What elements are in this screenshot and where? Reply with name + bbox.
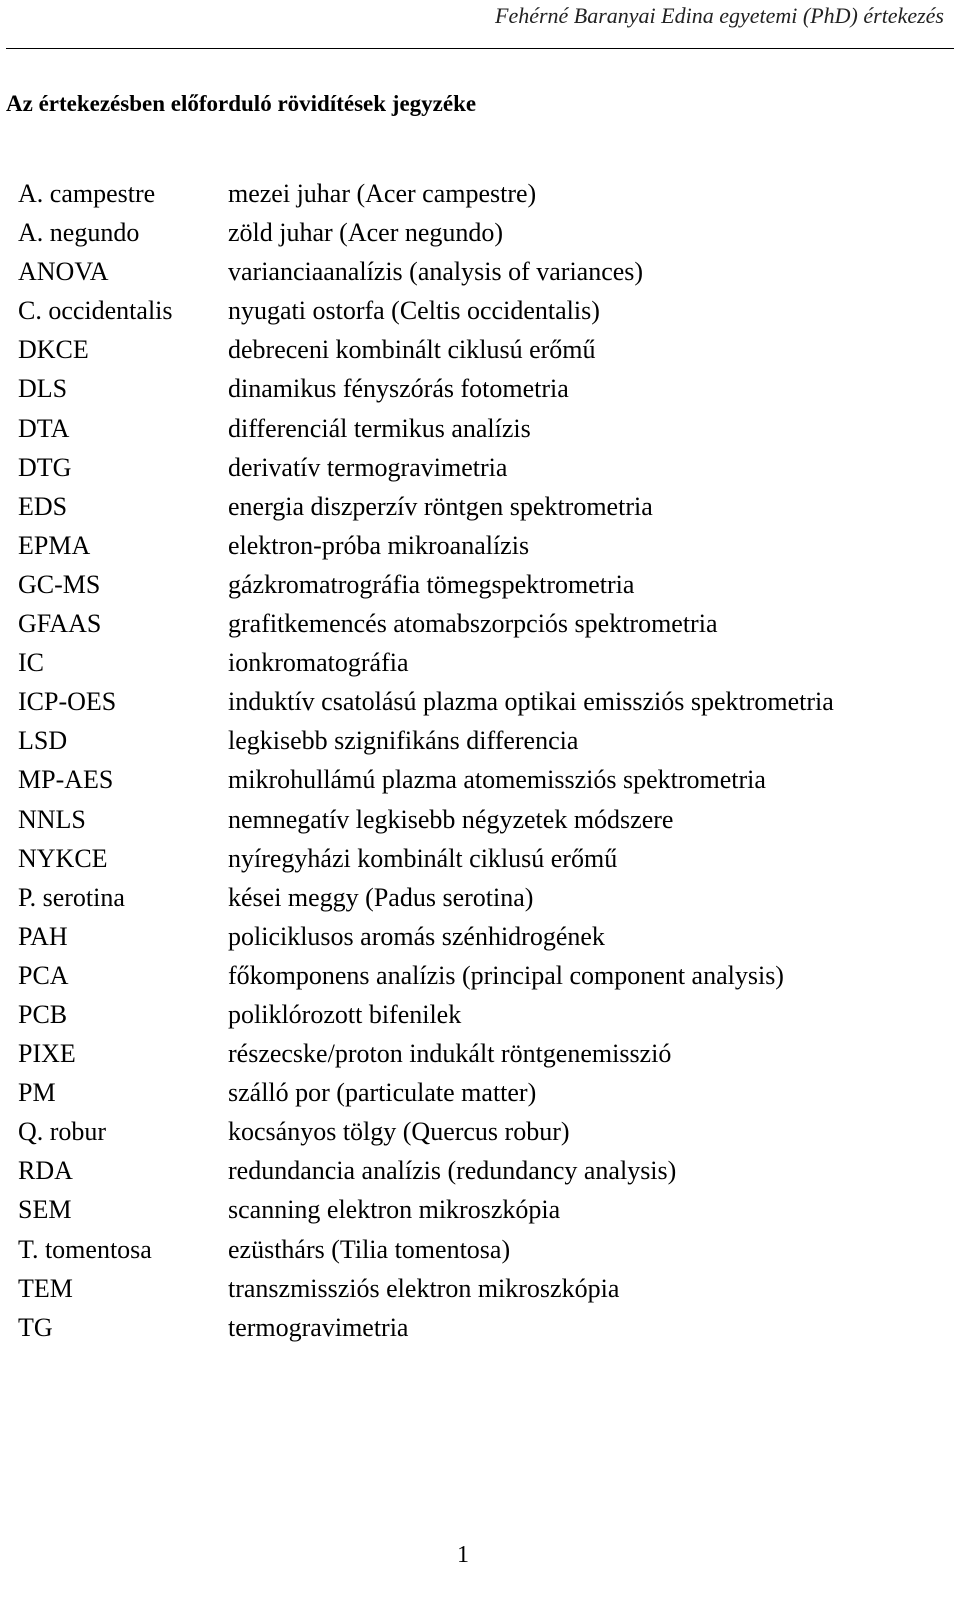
abbreviation-definition: policiklusos aromás szénhidrogének — [228, 921, 605, 951]
abbreviation-term: MP-AES — [18, 765, 114, 795]
abbreviation-row — [18, 374, 948, 413]
abbreviation-list — [18, 179, 948, 1352]
header-rule — [6, 48, 954, 49]
abbreviation-term: PCA — [18, 960, 69, 990]
abbreviation-term: NNLS — [18, 804, 86, 834]
abbreviation-definition: energia diszperzív röntgen spektrometria — [228, 491, 653, 521]
page-number: 1 — [457, 1542, 469, 1568]
abbreviation-definition: kocsányos tölgy (Quercus robur) — [228, 1117, 570, 1147]
abbreviation-definition: poliklórozott bifenilek — [228, 999, 462, 1029]
abbreviation-term: SEM — [18, 1195, 72, 1225]
abbreviation-definition: debreceni kombinált ciklusú erőmű — [228, 335, 596, 365]
abbreviation-term: LSD — [18, 726, 68, 756]
abbreviation-definition: nyíregyházi kombinált ciklusú erőmű — [228, 843, 618, 873]
abbreviation-row — [18, 922, 948, 961]
abbreviation-row — [18, 1235, 948, 1274]
abbreviation-definition: részecske/proton indukált röntgenemisszió — [228, 1039, 672, 1069]
abbreviation-definition: mezei juhar (Acer campestre) — [228, 179, 537, 208]
abbreviation-row — [18, 1156, 948, 1195]
abbreviation-row — [18, 1274, 948, 1313]
abbreviation-definition: nyugati ostorfa (Celtis occidentalis) — [228, 296, 600, 326]
abbreviation-row — [18, 179, 948, 218]
abbreviation-term: GC-MS — [18, 569, 101, 599]
abbreviation-term: EPMA — [18, 530, 91, 560]
abbreviation-row — [18, 883, 948, 922]
abbreviation-term: Q. robur — [18, 1117, 107, 1147]
abbreviation-definition: ionkromatográfia — [228, 648, 409, 678]
abbreviation-definition: grafitkemencés atomabszorpciós spektrometria — [228, 609, 718, 639]
abbreviation-definition: főkomponens analízis (principal component analysis) — [228, 960, 784, 990]
abbreviation-term: PIXE — [18, 1039, 76, 1069]
abbreviation-term: P. serotina — [18, 882, 125, 912]
abbreviation-term: IC — [18, 648, 44, 678]
abbreviation-row — [18, 531, 948, 570]
abbreviation-row — [18, 570, 948, 609]
abbreviation-row — [18, 687, 948, 726]
abbreviation-term: T. tomentosa — [18, 1234, 152, 1264]
abbreviation-row — [18, 1000, 948, 1039]
abbreviation-definition: nemnegatív legkisebb négyzetek módszere — [228, 804, 674, 834]
abbreviation-term: C. occidentalis — [18, 296, 173, 326]
abbreviation-row — [18, 1117, 948, 1156]
abbreviation-definition: zöld juhar (Acer negundo) — [228, 218, 504, 248]
abbreviation-row — [18, 1078, 948, 1117]
abbreviation-definition: derivatív termogravimetria — [228, 452, 508, 482]
abbreviation-term: DKCE — [18, 335, 89, 365]
abbreviation-term: EDS — [18, 491, 68, 521]
abbreviation-row — [18, 961, 948, 1000]
running-header-title: Fehérné Baranyai Edina egyetemi (PhD) értekezés — [495, 3, 944, 28]
abbreviation-term: ICP-OES — [18, 687, 117, 717]
abbreviation-term: ANOVA — [18, 257, 109, 287]
abbreviation-term: DLS — [18, 374, 68, 404]
abbreviation-row — [18, 453, 948, 492]
running-header — [0, 0, 960, 50]
abbreviation-row — [18, 765, 948, 804]
abbreviation-row — [18, 1039, 948, 1078]
abbreviation-term: NYKCE — [18, 843, 108, 873]
abbreviation-definition: dinamikus fényszórás fotometria — [228, 374, 569, 404]
abbreviation-row — [18, 492, 948, 531]
section-title: Az értekezésben előforduló rövidítések jegyzéke — [6, 91, 477, 116]
abbreviation-row — [18, 218, 948, 257]
abbreviation-row — [18, 844, 948, 883]
abbreviation-term: DTG — [18, 452, 72, 482]
abbreviation-row — [18, 414, 948, 453]
abbreviation-definition: differenciál termikus analízis — [228, 413, 531, 443]
abbreviation-row — [18, 805, 948, 844]
abbreviation-row — [18, 296, 948, 335]
abbreviation-term: PCB — [18, 999, 68, 1029]
abbreviation-row — [18, 1313, 948, 1352]
abbreviation-term: PM — [18, 1078, 56, 1108]
abbreviation-definition: elektron-próba mikroanalízis — [228, 530, 530, 560]
abbreviation-definition: mikrohullámú plazma atomemissziós spektrometria — [228, 765, 766, 795]
abbreviation-definition: termogravimetria — [228, 1312, 409, 1342]
abbreviation-definition: varianciaanalízis (analysis of variances) — [228, 257, 644, 287]
abbreviation-row — [18, 257, 948, 296]
abbreviation-definition: legkisebb szignifikáns differencia — [228, 726, 579, 756]
abbreviation-definition: induktív csatolású plazma optikai emissziós spektrometria — [228, 687, 834, 717]
abbreviation-term: RDA — [18, 1156, 73, 1186]
abbreviation-term: A. campestre — [18, 179, 156, 208]
abbreviation-definition: ezüsthárs (Tilia tomentosa) — [228, 1234, 511, 1264]
abbreviation-row — [18, 726, 948, 765]
abbreviation-term: DTA — [18, 413, 70, 443]
abbreviation-row — [18, 1195, 948, 1234]
abbreviation-row — [18, 648, 948, 687]
abbreviation-term: PAH — [18, 921, 68, 951]
abbreviation-term: A. negundo — [18, 218, 140, 248]
abbreviation-definition: gázkromatrográfia tömegspektrometria — [228, 569, 635, 599]
abbreviation-term: TEM — [18, 1273, 73, 1303]
abbreviation-definition: redundancia analízis (redundancy analysis) — [228, 1156, 677, 1186]
abbreviation-term: TG — [18, 1312, 53, 1342]
abbreviation-definition: scanning elektron mikroszkópia — [228, 1195, 561, 1225]
abbreviation-definition: transzmissziós elektron mikroszkópia — [228, 1273, 620, 1303]
abbreviation-row — [18, 609, 948, 648]
abbreviation-term: GFAAS — [18, 609, 102, 639]
abbreviation-definition: kései meggy (Padus serotina) — [228, 882, 534, 912]
abbreviation-row — [18, 335, 948, 374]
abbreviation-definition: szálló por (particulate matter) — [228, 1078, 537, 1108]
